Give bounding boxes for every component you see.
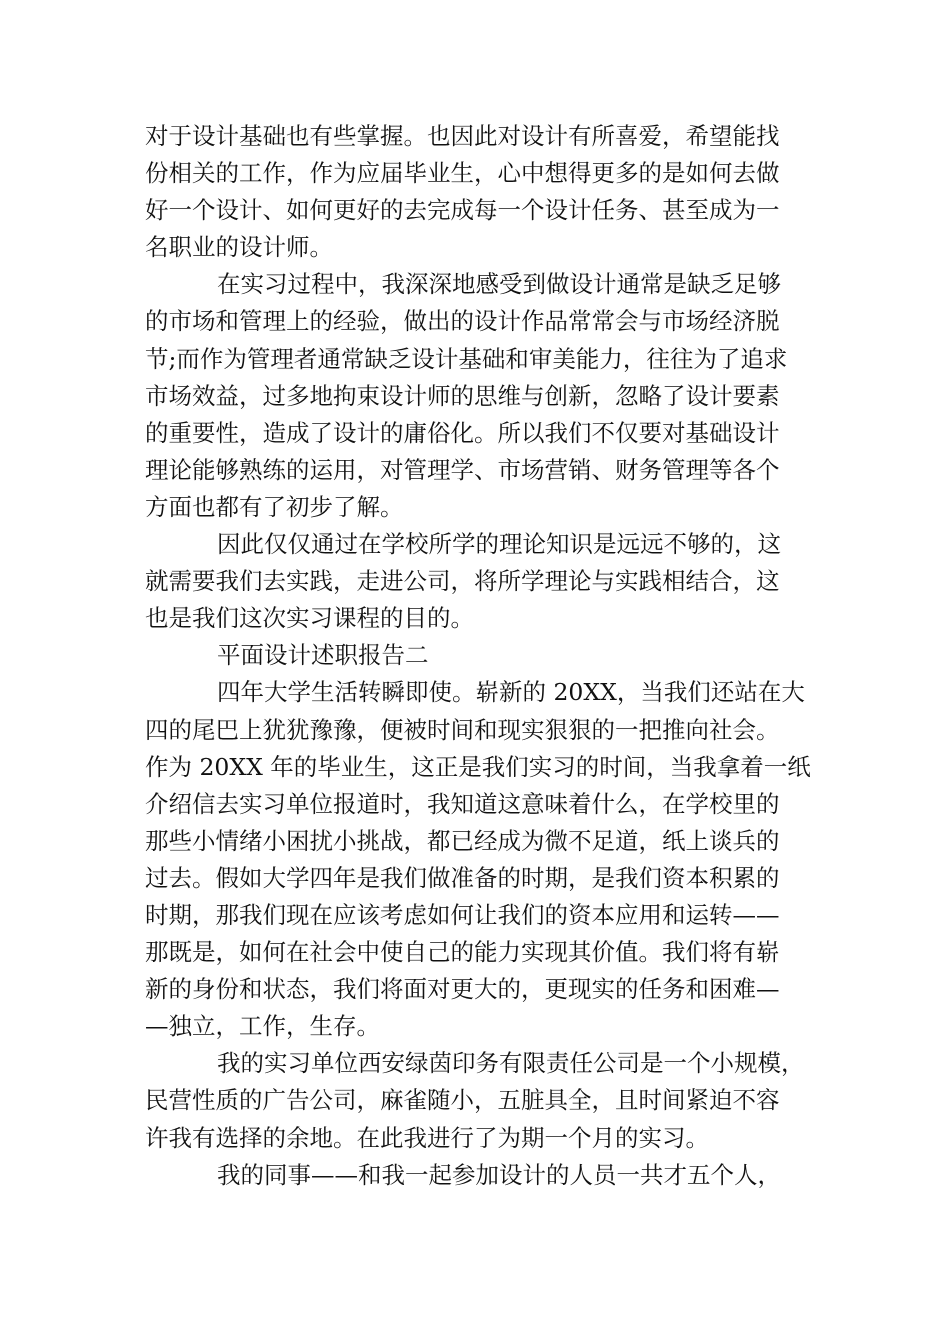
text-line: 那既是，如何在社会中使自己的能力实现其价值。我们将有崭: [145, 938, 780, 967]
text-line: 名职业的设计师。: [145, 233, 333, 262]
text-line: 在实习过程中，我深深地感受到做设计通常是缺乏足够: [217, 270, 781, 299]
text-line: 许我有选择的余地。在此我进行了为期一个月的实习。: [145, 1123, 709, 1152]
text-line: 四的尾巴上犹犹豫豫，便被时间和现实狠狠的一把推向社会。: [145, 715, 780, 744]
text-line: —独立，工作，生存。: [145, 1012, 380, 1041]
text-line: 过去。假如大学四年是我们做准备的时期，是我们资本积累的: [145, 863, 780, 892]
text-line: 我的实习单位西安绿茵印务有限责任公司是一个小规模，: [217, 1049, 805, 1078]
text-line: 新的身份和状态，我们将面对更大的，更现实的任务和困难—: [145, 975, 780, 1004]
document-page: [145, 118, 811, 1194]
text-line: 的市场和管理上的经验，做出的设计作品常常会与市场经济脱: [145, 307, 780, 336]
section-heading: 平面设计述职报告二: [217, 641, 429, 670]
text-line: 时期，那我们现在应该考虑如何让我们的资本应用和运转——: [145, 900, 780, 929]
text-line: 理论能够熟练的运用，对管理学、市场营销、财务管理等各个: [145, 455, 780, 484]
text-line: 市场效益，过多地拘束设计师的思维与创新，忽略了设计要素: [145, 381, 780, 410]
text-line: 四年大学生活转瞬即使。崭新的 20XX，当我们还站在大: [217, 678, 805, 707]
text-line: 的重要性，造成了设计的庸俗化。所以我们不仅要对基础设计: [145, 418, 780, 447]
text-line: 我的同事——和我一起参加设计的人员一共才五个人，: [217, 1160, 781, 1189]
text-line: 也是我们这次实习课程的目的。: [145, 604, 474, 633]
text-line: 节;而作为管理者通常缺乏设计基础和审美能力，往往为了追求: [145, 344, 788, 373]
text-line: 对于设计基础也有些掌握。也因此对设计有所喜爱，希望能找: [145, 122, 780, 150]
text-line: 份相关的工作，作为应届毕业生，心中想得更多的是如何去做: [145, 159, 780, 188]
text-line: 方面也都有了初步了解。: [145, 492, 404, 521]
text-line: 那些小情绪小困扰小挑战，都已经成为微不足道，纸上谈兵的: [145, 826, 780, 855]
text-line: 介绍信去实习单位报道时，我知道这意味着什么，在学校里的: [145, 789, 780, 818]
text-line: 作为 20XX 年的毕业生，这正是我们实习的时间，当我拿着一纸: [145, 752, 811, 781]
text-line: 好一个设计、如何更好的去完成每一个设计任务、甚至成为一: [145, 196, 780, 225]
text-line: 民营性质的广告公司，麻雀随小，五脏具全，且时间紧迫不容: [145, 1086, 780, 1115]
text-line: 就需要我们去实践，走进公司，将所学理论与实践相结合，这: [145, 567, 780, 596]
text-line: 因此仅仅通过在学校所学的理论知识是远远不够的，这: [217, 530, 781, 559]
